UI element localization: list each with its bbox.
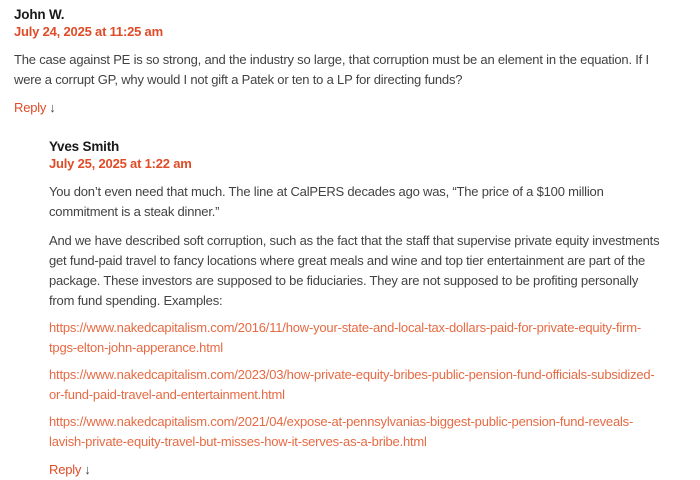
comment-nested-reply bbox=[49, 138, 664, 480]
down-arrow-icon: ↓ bbox=[49, 100, 56, 115]
article-link[interactable]: https://www.nakedcapitalism.com/2016/11/how-your-state-and-local-tax-dollars-paid-for-private-equity-firm-tpgs-elton-john-apperance.html bbox=[49, 320, 641, 355]
reply-link[interactable] bbox=[49, 462, 91, 477]
reply-row bbox=[49, 460, 664, 480]
comment-paragraph: You don’t even need that much. The line at CalPERS decades ago was, “The price of a $100 million commitment is a steak dinner.” bbox=[49, 184, 604, 219]
comment-paragraph: The case against PE is so strong, and the industry so large, that corruption must be an element in the equation. If I were a corrupt GP, why would I not gift a Patek or ten to a LP for directing funds? bbox=[14, 52, 649, 87]
article-link[interactable]: https://www.nakedcapitalism.com/2023/03/how-private-equity-bribes-public-pension-fund-officials-subsidized-or-fund-paid-travel-and-entertainment.html bbox=[49, 367, 655, 402]
link-paragraph bbox=[49, 318, 664, 358]
link-paragraph bbox=[49, 412, 664, 452]
comment-date-link[interactable]: July 25, 2025 at 1:22 am bbox=[49, 156, 192, 171]
comment-author: Yves Smith bbox=[49, 139, 120, 154]
comment bbox=[14, 6, 664, 118]
comment-date-link[interactable]: July 24, 2025 at 11:25 am bbox=[14, 24, 163, 39]
down-arrow-icon: ↓ bbox=[84, 462, 91, 477]
reply-link[interactable] bbox=[14, 100, 56, 115]
comment-paragraph: And we have described soft corruption, such as the fact that the staff that supervise private equity investments get fund-paid travel to fancy locations where great meals and wine and top tier entertainment are part of the package. These investors are supposed to be fiduciaries. They are not supposed to be profiting personally from fund spending. Examples: bbox=[49, 233, 660, 308]
reply-label: Reply bbox=[49, 462, 82, 477]
link-paragraph bbox=[49, 365, 664, 405]
comment-author: John W. bbox=[14, 7, 65, 22]
article-link[interactable]: https://www.nakedcapitalism.com/2021/04/expose-at-pennsylvanias-biggest-public-pension-fund-reveals-lavish-private-equity-travel-but-misses-how-it-serves-as-a-bribe.html bbox=[49, 414, 634, 449]
reply-label: Reply bbox=[14, 100, 47, 115]
reply-row bbox=[14, 98, 664, 118]
